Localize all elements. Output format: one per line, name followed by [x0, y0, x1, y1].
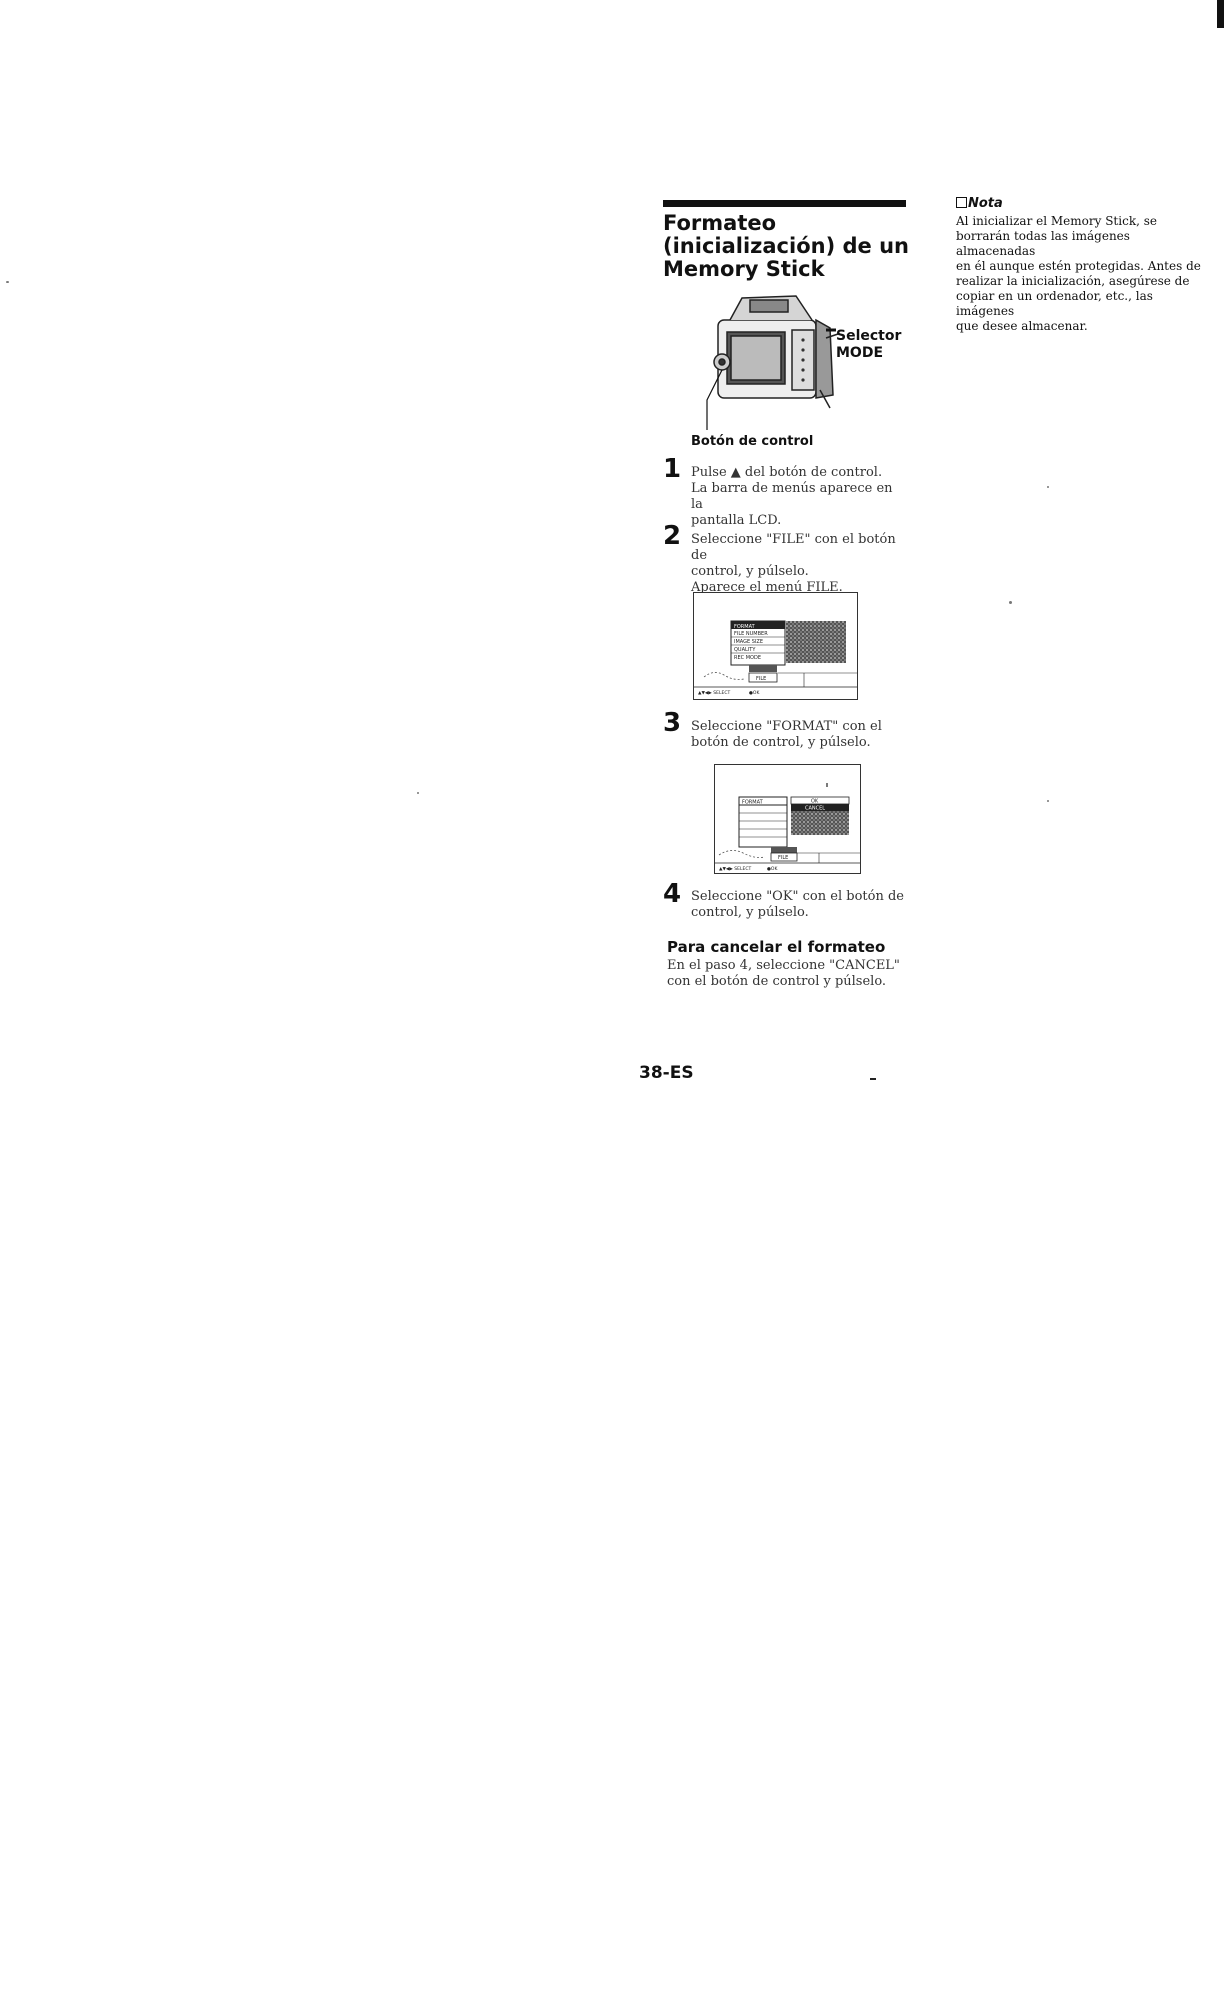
screen2-file-tab: FILE [778, 855, 789, 861]
note-heading: Nota [956, 196, 1003, 211]
screen1-footer-select: ▲▼◀▶ SELECT [698, 691, 731, 696]
note-icon [956, 197, 967, 208]
screen1-file-tab: FILE [756, 676, 767, 682]
mode-selector-label: Selector MODE [836, 328, 902, 361]
step-2-number: 2 [663, 521, 682, 551]
step-3-number: 3 [663, 708, 682, 738]
screen1-menu-item-image-size: IMAGE SIZE [734, 639, 763, 645]
screen2-option-ok: OK [811, 798, 819, 805]
title-rule [663, 200, 906, 207]
page-edge-mark [1217, 0, 1224, 28]
step-3-text: Seleccione "FORMAT" con el botón de control, y púlselo. [691, 719, 882, 750]
control-button-label: Botón de control [691, 434, 814, 449]
step-4-text: Seleccione "OK" con el botón de control, y púlselo. [691, 889, 904, 920]
scan-speck [1047, 800, 1049, 802]
screen1-menu-item-file-number: FILE NUMBER [734, 631, 768, 637]
note-text: Al inicializar el Memory Stick, se borrarán todas las imágenes almacenadas en él aunque estén protegidas. Antes de realizar la inicialización, asegúrese de copiar en un ordenador, etc., las imágenes que desee almacenar. [956, 214, 1201, 333]
cancel-heading: Para cancelar el formateo [667, 938, 886, 956]
scan-speck [6, 281, 9, 283]
step-4-number: 4 [663, 879, 682, 909]
scan-speck [417, 792, 419, 794]
screen1-menu-item-format: FORMAT [734, 624, 755, 630]
scan-speck [1009, 601, 1012, 604]
section-title: Formateo (inicialización) de un Memory Stick [663, 211, 909, 281]
page-number: 38-ES [639, 1063, 694, 1083]
lcd-screen-file-menu [693, 592, 858, 700]
screen1-menu-item-rec-mode: REC MODE [734, 655, 761, 661]
step-2-text: Seleccione "FILE" con el botón de control, y púlselo. Aparece el menú FILE. [691, 532, 896, 595]
screen1-menu-item-quality: QUALITY [734, 647, 756, 653]
footer-dash [870, 1078, 876, 1080]
step-1-number: 1 [663, 454, 682, 484]
camera-illustration [700, 290, 900, 440]
screen2-option-cancel: CANCEL [805, 805, 826, 812]
cancel-text: En el paso 4, seleccione "CANCEL" con el botón de control y púlselo. [667, 958, 900, 989]
screen2-footer-select: ▲▼◀▶ SELECT [719, 867, 752, 872]
screen2-menu-item-format: FORMAT [742, 799, 763, 806]
screen1-footer-ok: ●OK [749, 691, 760, 696]
lcd-screen-format-menu [714, 764, 861, 874]
scan-speck [1047, 486, 1049, 488]
screen2-footer-ok: ●OK [767, 867, 778, 872]
step-1-text: Pulse ▲ del botón de control. La barra de menús aparece en la pantalla LCD. [691, 465, 893, 528]
